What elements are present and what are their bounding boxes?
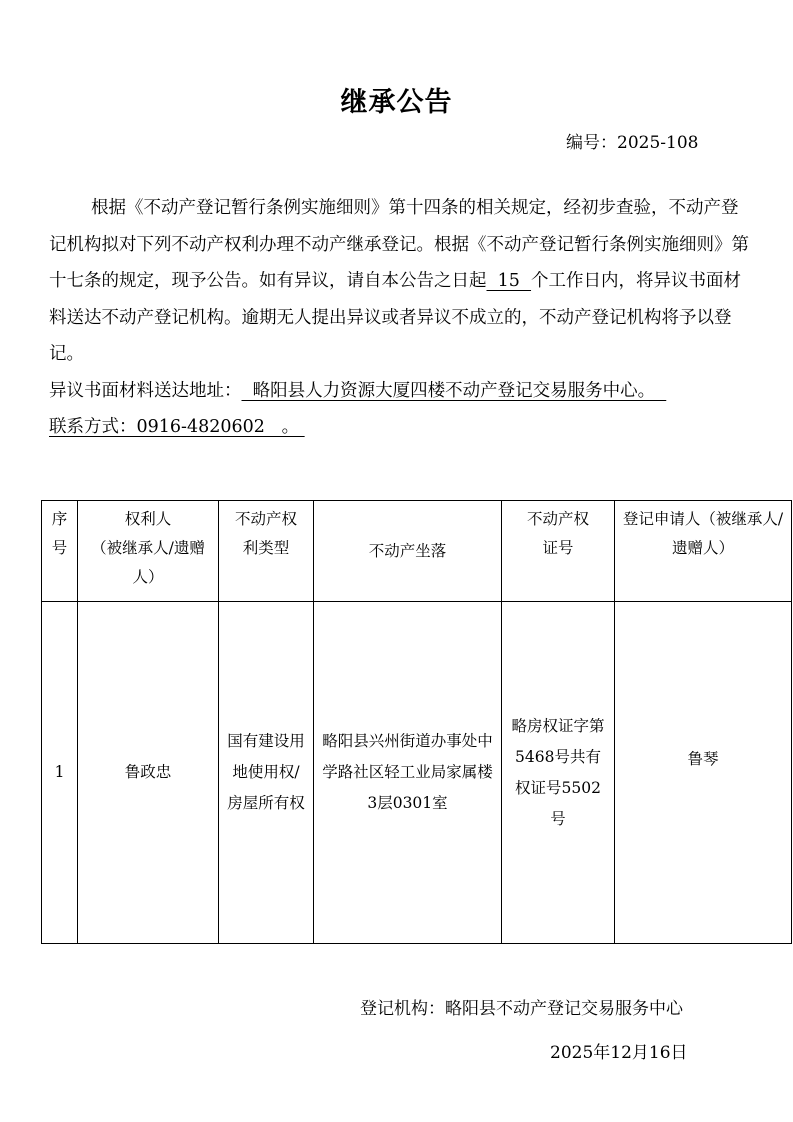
notice-title: 继承公告	[340, 87, 453, 118]
cell-index: 1	[42, 602, 78, 944]
cell-right-type: 国有建设用地使用权/房屋所有权	[219, 602, 314, 944]
table-header-row	[42, 501, 792, 602]
notice-body	[49, 190, 749, 446]
objection-days: 15	[486, 271, 532, 291]
contact-line	[49, 409, 749, 446]
cell-location: 略阳县兴州街道办事处中学路社区轻工业局家属楼3层0301室	[314, 602, 502, 944]
address-value: 略阳县人力资源大厦四楼不动产登记交易服务中心。	[241, 380, 667, 401]
registration-authority: 登记机构：略阳县不动产登记交易服务中心	[360, 999, 683, 1019]
cell-applicant: 鲁琴	[615, 602, 792, 944]
contact-info: 联系方式：0916-4820602 。	[49, 417, 305, 437]
address-label: 异议书面材料送达地址：	[49, 380, 242, 401]
header-cert-no: 不动产权证号	[502, 501, 615, 602]
cell-cert-no: 略房权证字第5468号共有权证号5502号	[502, 602, 615, 944]
header-index: 序号	[42, 501, 78, 602]
header-right-type: 不动产权利类型	[219, 501, 314, 602]
document-number: 编号：2025-108	[566, 133, 699, 153]
property-table	[41, 500, 792, 944]
table-row	[42, 602, 792, 944]
paragraph-text-part2: 个工作日内，将异议书面材料送达不动产登记机构。逾期无人提出异议或者异议不成立的，不动产登记机构将予以登记。	[49, 271, 742, 364]
address-line	[49, 373, 749, 410]
paragraph-text-part1: 根据《不动产登记暂行条例实施细则》第十四条的相关规定，经初步查验，不动产登记机构拟对下列不动产权利办理不动产继承登记。根据《不动产登记暂行条例实施细则》第十七条的规定，现予公告。如有异议，请自本公告之日起	[49, 198, 749, 291]
issue-date: 2025年12月16日	[550, 1043, 688, 1063]
header-applicant: 登记申请人（被继承人/遗赠人）	[615, 501, 792, 602]
notice-paragraph	[49, 190, 749, 373]
header-owner: 权利人 （被继承人/遗赠人）	[78, 501, 219, 602]
header-location: 不动产坐落	[314, 501, 502, 602]
cell-owner: 鲁政忠	[78, 602, 219, 944]
